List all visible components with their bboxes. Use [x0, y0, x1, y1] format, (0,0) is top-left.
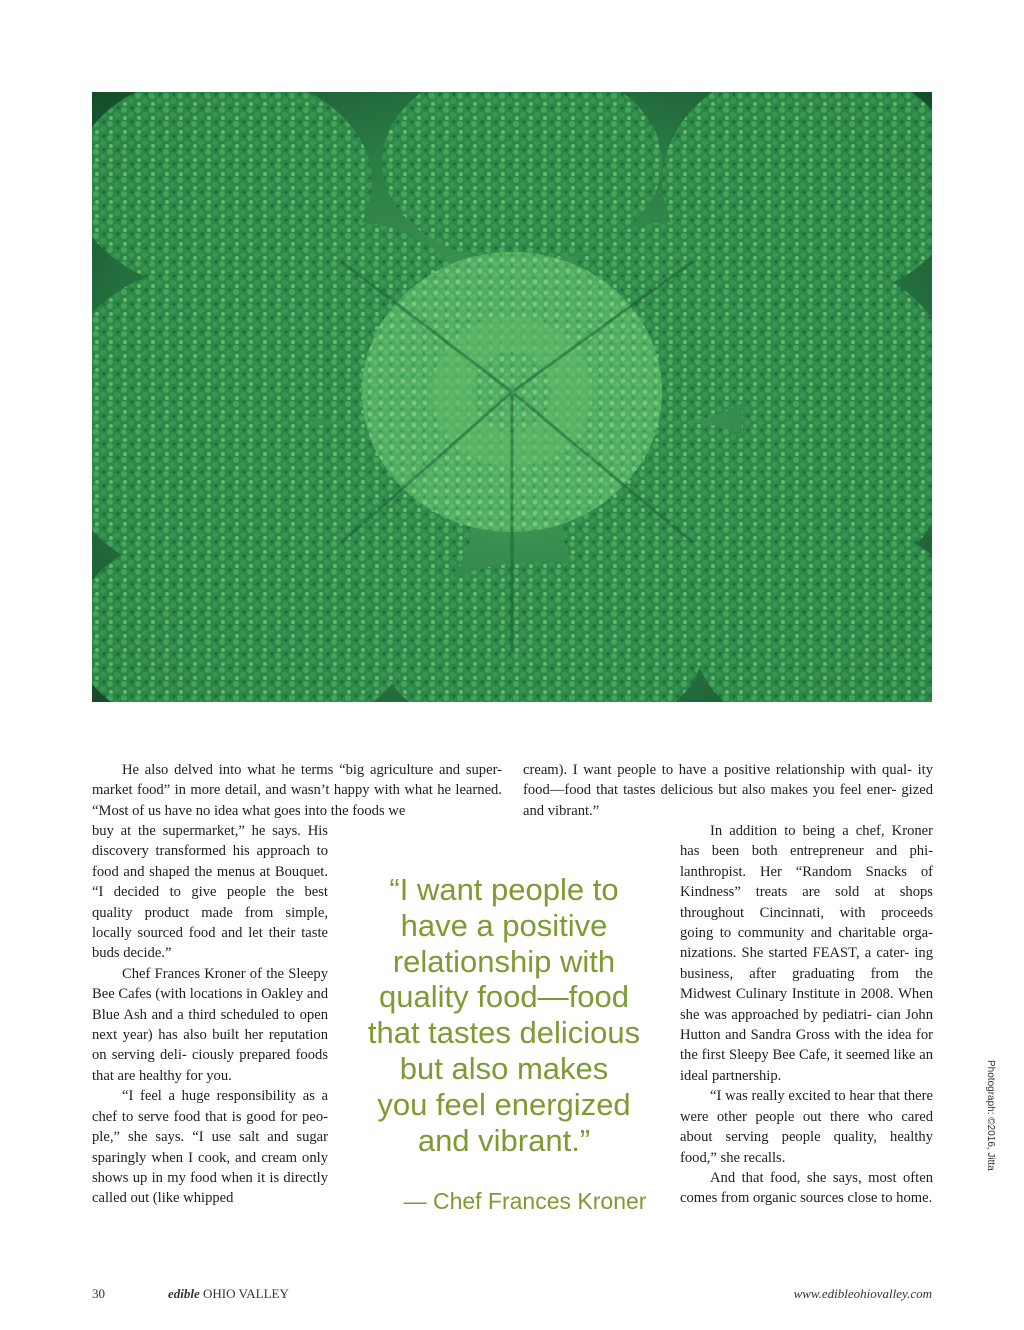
magazine-edible: edible — [168, 1286, 200, 1301]
article-col1-top — [92, 760, 502, 821]
website-link[interactable]: www.edibleohiovalley.com — [793, 1286, 932, 1301]
page-number: 30 — [92, 1286, 105, 1301]
pull-quote-line: and vibrant.” — [417, 1122, 591, 1158]
photo-credit: Photograph: ©2016, Jitta — [985, 1060, 996, 1171]
pull-quote-line: “I want people to — [389, 872, 619, 907]
pull-quote-attribution: — Chef Frances Kroner — [403, 1188, 647, 1214]
pull-quote-line: relationship with — [392, 943, 616, 979]
paragraph: “I was really excited to hear that there were other people out there who cared about serving people quality, healthy food,” she recalls. — [680, 1088, 933, 1166]
article-col3-top — [523, 760, 933, 821]
paragraph: In addition to being a chef, Kroner has been both entrepreneur and phi- lanthropist. Her “Random Snacks of Kindness” treats are sold at shops throughout Cincinnati, with proceeds going to community and charitable orga- nizations. She started FEAST, a cater- ing business, after graduating from the Midwest Culinary Institute in 2008. When she was approached by pediatri- cian John Hutton and Sandra Gross with the idea for the first Sleepy Bee Cafe, it seemed like an ideal partnership. — [680, 823, 933, 1084]
kale-photo — [92, 92, 932, 702]
magazine-name — [168, 1286, 289, 1302]
magazine-region: OHIO VALLEY — [203, 1286, 289, 1301]
pull-quote-line: that tastes delicious — [367, 1015, 641, 1051]
article-col3-lower — [680, 821, 933, 1209]
pull-quote-line: have a positive — [400, 907, 608, 943]
pull-quote-line: quality food—food — [379, 979, 629, 1015]
article-col1-lower — [92, 821, 328, 1209]
paragraph: And that food, she says, most often comes from organic sources close to home. — [680, 1169, 933, 1207]
paragraph: “I feel a huge responsibility as a chef to serve food that is good for peo- ple,” she says. “I use salt and sugar sparingly when I cook, and cream only shows up in my food when it is directly called out (like whipped — [92, 1088, 328, 1207]
pull-quote-line: you feel energized — [377, 1086, 631, 1122]
paragraph: buy at the supermarket,” he says. His discovery transformed his approach to food and shaped the menus at Bouquet. “I decided to give people the best quality product made from simple, locally sourced food and let their taste buds decide.” — [92, 823, 328, 962]
pull-quote — [352, 872, 656, 1158]
paragraph: Chef Frances Kroner of the Sleepy Bee Cafes (with locations in Oakley and Blue Ash and a third scheduled to open next year) has also built her reputation on serving deli- ciously prepared foods that are healthy for you. — [92, 965, 328, 1084]
paragraph: cream). I want people to have a positive relationship with qual- ity food—food that tastes delicious but also makes you feel ener- gized and vibrant.” — [523, 762, 933, 819]
paragraph: He also delved into what he terms “big agriculture and super- market food” in more detail, and wasn’t happy with what he learned. “Most of us have no idea what goes into the foods we — [92, 762, 502, 819]
pull-quote-line: but also makes — [399, 1050, 609, 1086]
